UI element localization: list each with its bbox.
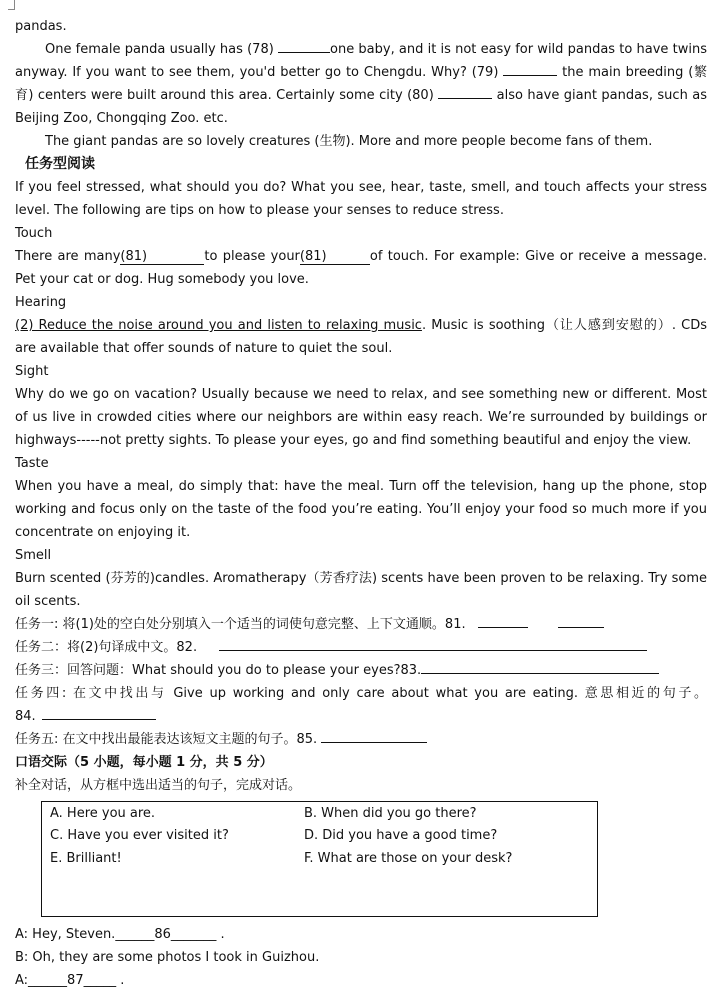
option-e: E. Brilliant! — [50, 851, 122, 866]
section-heading-task-reading: 任务型阅读 — [25, 156, 95, 172]
blank-81a[interactable]: (81) — [120, 250, 204, 265]
text-span: to please your — [204, 249, 300, 264]
task-5-text: 任务五: 在文中找出最能表达该短文主题的句子。85. — [15, 732, 318, 747]
text-span: also have giant pandas, such as Beijing Zoo, Chongqing Zoo. etc. — [15, 88, 707, 126]
document-page — [15, 15, 707, 992]
dialogue-line-2: B: Oh, they are some photos I took in Guizhou. — [15, 950, 320, 965]
task-2-text: 任务二：将(2)句译成中文。82. — [15, 640, 198, 655]
paragraph-panda-babies — [15, 38, 707, 130]
task-4: 任务四: 在文中找出与 Give up working and only care about what you are eating. 意思相近的句子。 — [15, 686, 707, 701]
answer-85[interactable] — [321, 728, 427, 743]
text-line: pandas. — [15, 19, 67, 34]
options-box — [41, 801, 598, 917]
text-span: one baby, and it is not easy for wild pandas to have twins anyway. If you want to see them, you'd better go to Chengdu. Why? (79) — [15, 42, 707, 80]
subheading-hearing: Hearing — [15, 295, 67, 310]
task-5 — [15, 728, 707, 751]
blank-79[interactable] — [503, 61, 557, 76]
text-span: One female panda usually has (78) — [45, 42, 274, 57]
subheading-sight: Sight — [15, 364, 49, 379]
answer-83[interactable] — [421, 659, 659, 674]
option-d: D. Did you have a good time? — [304, 828, 498, 843]
subheading-touch: Touch — [15, 226, 53, 241]
paragraph-touch — [15, 245, 707, 291]
task-4-answer-line — [15, 705, 707, 728]
dialogue-line-3: A:______87_____ . — [15, 973, 125, 988]
paragraph-smell: Burn scented (芬芳的)candles. Aromatherapy（芳香疗法) scents have been proven to be relaxing. Try some oil scents. — [15, 571, 707, 609]
paragraph-sight: Why do we go on vacation? Usually because we need to relax, and see something new or different. Most of us live in crowded cities where our neighbors are within easy reach. We’re surrounded by buildings or highways-----not pretty sights. To please your eyes, go and find something beautiful and enjoy the view. — [15, 387, 707, 448]
task-1-text: 任务一: 将(1)处的空白处分别填入一个适当的词使句意完整、上下文通顺。81. — [15, 617, 466, 632]
answer-82[interactable] — [219, 636, 647, 651]
option-f: F. What are those on your desk? — [304, 851, 513, 866]
task-3 — [15, 659, 707, 682]
subheading-smell: Smell — [15, 548, 52, 563]
paragraph-taste: When you have a meal, do simply that: have the meal. Turn off the television, hang up the phone, stop working and focus only on the taste of the food you’re eating. You’ll enjoy your food so much more if you concentrate on enjoying it. — [15, 479, 707, 540]
text-span: the main breeding (繁育) centers were built around this area. Certainly some city (80) — [15, 65, 707, 103]
task-1 — [15, 613, 707, 636]
blank-80[interactable] — [438, 84, 492, 99]
paragraph-panda-fans: The giant pandas are so lovely creatures (生物). More and more people become fans of them. — [45, 134, 653, 149]
task-4-number: 84. — [15, 709, 36, 724]
option-b: B. When did you go there? — [304, 806, 477, 821]
page-corner-mark — [8, 0, 15, 10]
option-c: C. Have you ever visited it? — [50, 828, 229, 843]
task-2 — [15, 636, 707, 659]
paragraph-hearing — [15, 314, 707, 360]
option-a: A. Here you are. — [50, 806, 156, 821]
blank-78[interactable] — [278, 38, 330, 53]
text-span: of touch. For example: Give or receive a message. Pet your cat or dog. Hug somebody you love. — [15, 249, 707, 287]
section-heading-oral: 口语交际（5 小题，每小题 1 分，共 5 分） — [15, 755, 273, 770]
subheading-taste: Taste — [15, 456, 49, 471]
answer-84[interactable] — [42, 705, 156, 720]
blank-81b[interactable]: (81) — [300, 250, 370, 265]
oral-instruction: 补全对话，从方框中选出适当的句子，完成对话。 — [15, 778, 302, 793]
answer-81-2[interactable] — [558, 613, 604, 628]
underlined-sentence-2: (2) Reduce the noise around you and listen to relaxing music — [15, 318, 422, 333]
answer-81-1[interactable] — [478, 613, 528, 628]
text-span: . Music is soothing（让人感到安慰的）. CDs are available that offer sounds of nature to quiet the soul. — [15, 318, 707, 356]
dialogue-line-1: A: Hey, Steven.______86_______ . — [15, 927, 225, 942]
text-span: There are many — [15, 249, 121, 264]
task-3-text: 任务三：回答问题：What should you do to please your eyes?83. — [15, 663, 422, 678]
paragraph-intro: If you feel stressed, what should you do? What you see, hear, taste, smell, and touch affects your stress level. The following are tips on how to please your senses to reduce stress. — [15, 180, 707, 218]
